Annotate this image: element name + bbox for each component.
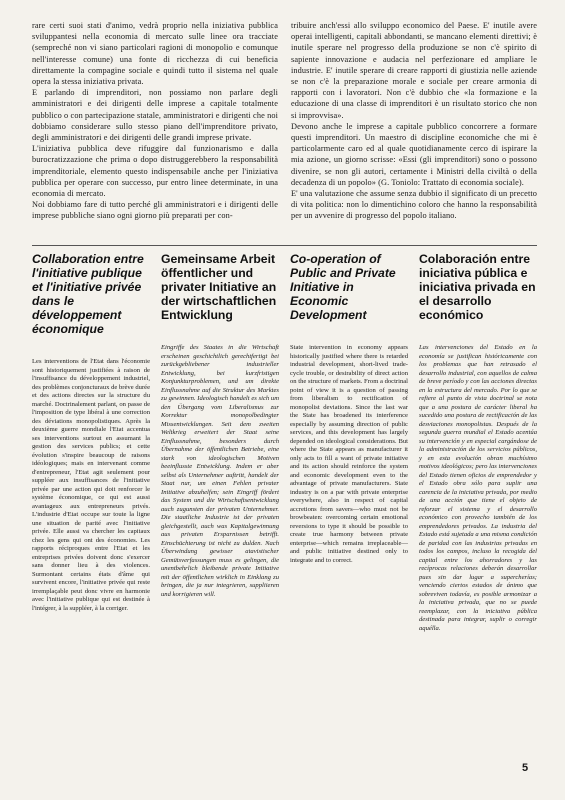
italian-column-right <box>291 20 537 222</box>
summary-english <box>290 252 408 633</box>
summary-title-spanish: Colaboración entre iniciativa pública e iniciativa privada en el desarrollo económico <box>419 252 536 322</box>
italian-paragraph: E parlando di imprenditori, non possiamo non parlare degli amministratori e dei dirigenti delle imprese a capitale totalmente pubblico o con partecipazione statale, amministratori e dirigenti che noi dobbiamo considerare sullo stesso piano dell'imprenditore privato, degli amministratori e dei dirigenti delle grandi imprese private. <box>32 88 278 143</box>
italian-paragraph: tribuire anch'essi allo sviluppo economico del Paese. E' inutile avere operai intelligenti, capitali abbondanti, se mancano elementi direttivi; è inutile sperare nel progresso della produzione se non c'è spirito di sapiente innovazione e audacia nel perfezionare ed ampliare le industrie. E' inutile sperare di creare rapporti di giustizia nelle aziende se non c'è la preparazione morale e sociale per creare armonia di rapporti con i lavoratori. Non c'è dubbio che «la formazione e la educazione di una classe di imprenditori è un risultato storico che non si improvvisa». <box>291 21 537 120</box>
summary-title-french: Collaboration entre l'initiative publique et l'initiative privée dans le développement économique <box>32 252 144 336</box>
italian-paragraph: Noi dobbiamo fare di tutto perché gli amministratori e i dirigenti delle imprese pubbliche siano ogni giorno più preparati per con- <box>32 200 278 221</box>
summary-body-english: State intervention in economy appears historically justified where there is retarded industrial development, short-lived trade-cycle trouble, or desirability of direct action on the structure of markets. From a doctrinal point of view it is a question of passing from liberalism to rectification of monopolist deviations. Since the last war the State has broadened its interference especially by assuming direction of public services, and this development has largely depended on ideological considerations. But where the State appears as manufacturer it only acts to fill a want of private initiative and its action should reinforce the system and economic development even to the advantage of private manufacturers. State industry is on a par with private enterprise everywhere, also in respect of capital accretions from savers—who must not be browbeaten: overcoming certain emotional reversions to type it should be possible to create true harmony between private enterprise—which remains irreplaceable—and public initiative destined only to integrate and to correct. <box>290 344 408 564</box>
summary-german <box>161 252 279 633</box>
italian-column-left <box>32 20 278 222</box>
summary-french <box>32 252 150 633</box>
summary-title-english: Co-operation of Public and Private Initiative in Economic Development <box>290 252 396 322</box>
italian-text-section <box>32 20 537 222</box>
section-divider <box>32 245 537 246</box>
page-number: 5 <box>522 762 529 774</box>
italian-paragraph: E' una valutazione che assume senza dubbio il significato di un precetto di vita politica: non lo dimentichino coloro che hanno la responsabilità per un avvenire di progresso del popolo italiano. <box>291 189 537 221</box>
italian-paragraph: Devono anche le imprese a capitale pubblico concorrere a formare questi imprenditori. Un maestro di discipline economiche che mi è particolarmente caro ed al quale quotidianamente cerco di ispirare la mia azione, un giorno scrisse: «Essi (gli imprenditori) sono o possono divenire, se non gli autori, certamente i Ministri della civiltà o della decadenza di un popolo» (G. Toniolo: Trattato di economia sociale). <box>291 121 537 187</box>
summary-body-spanish: Las intervenciones del Estado en la economía se justifican históricamente con los problemas que han retrasado el desarrollo industrial, con aquellos de calma de breve período y con las acciones directas en la estructura del mercado. Por lo que se refiere al punto de vista doctrinal se nota que a una postura de carácter liberal ha sucedido una postura de rectificación de las desviaciones monopolistas. Después de la segunda guerra mundial el Estado acentúa su intervención y en especial cargándose de la administración de los servicios públicos, y en esta evolución obran muchísimo motivos ideológicos; pero las intervenciones del Estado tienen oficios de emprendedor y el Estado obra sólo para suplir una carencia de la iniciativa privada, por medio de una acción que tiene el objeto de reforzar el sistema y el desarrollo económico con provecho también de los emprendedores privados. La industria del Estado está sujetada a una misma condición de paridad con las industrias privadas en todos los campos, incluso la recogida del capital entre los ahorradores y las recíprocas relaciones deberán desarrollar pues sin dar lugar a supercherías; venciendo ciertos estados de ánimo que sobreviven todavía, es posible armonizar a la iniciativa privada, que no se puede reemplazar, con la iniciativa pública destinada para integrar, suplir o corregir aquélla. <box>419 344 537 632</box>
summary-body-german: Eingriffe des Staates in die Wirtschaft erscheinen geschichtlich gerechtfertigt bei zurückgebliebener industrieller Entwicklung, bei kurzfristigen Konjunkturproblemen, und um direkte Einflussnahme auf die Struktur des Marktes zu gewinnen. Ideologisch handelt es sich um den Übergang vom Liberalismus zur Korrektur monopolbedingter Missentwicklungen. Seit dem zweiten Weltkrieg erweitert der Staat seine Einflussnahme, besonders durch Übernahme der öffentlichen Betriebe, eine stark von ideologischen Motiven beeinflusste Entwicklung. Indem er aber selbst als Unternehmer auftritt, handelt der Staat nur, um einen Fehlen privater Initiative abzuhelfen; sein Eingriff fördert das System und die Wirtschaftsentwicklung auch zugunsten der privaten Unternehmer. Die staatliche Industrie ist der privaten gleichgestellt, auch was Kapitalgewinnung aus privaten Ersparnissen betrifft. Einschüchterung ist nicht zu dulden. Nach Überwindung gewisser atavistischer Gemütsverfassungen muss es gelingen, die unentbehrlich bleibende private Initiative mit der öffentlichen wirklich in Einklang zu bringen, die ja nur integrieren, suppliieren und korrigieren will. <box>161 344 279 598</box>
summary-title-german: Gemeinsame Arbeit öffentlicher und privater Initiative an der wirtschaftlichen Entwicklung <box>161 252 277 322</box>
italian-paragraph: rare certi suoi stati d'animo, vedrà proprio nella iniziativa pubblica sviluppantesi nella economia di mercato sulle linee ora tracciate (sempreché non vi siano particolari ragioni di monopolio e comunque nell'interesse comune) una fonte di ricchezza di cui beneficia direttamente la compagine sociale e quindi tutto il sistema nel quale opera la stessa iniziativa privata. <box>32 21 278 87</box>
summary-spanish <box>419 252 537 633</box>
summary-body-french: Les interventions de l'Etat dans l'économie sont historiquement justifiées à raison de l'insuffisance du développement industriel, des problèmes conjoncturaux de brève durée et des actions directes sur la structure du marché. Doctrinalement parlant, on passe de l'imposition de type libéral à une correction des déviations monopolistiques. Après la deuxième guerre mondiale l'Etat accentua ses interventions surtout en assumant la gestion des services publics; et cette évolution s'inspire beaucoup de raisons idéologiques; mais en intervenant comme d'entrepreneur, l'Etat agit seulement pour suppléer aux insuffisances de l'initiative privée par une action qui doit renforcer le système économique, ce qui est aussi avantageux aux entrepreneurs privés. L'industrie d'Etat occupe sur toute la ligne une situation de parité avec l'initiative privée. Elle aussi va chercher les capitaux chez les gens qui ont des économies. Les rapports réciproques entre l'Etat et les entreprises privées doivent donc s'exercer sans donner lieu à des violences. Surmontant certains états d'âme qui survivent encore, l'initiative privée qui reste irremplaçable peut donc vivre en harmonie avec l'initiative publique qui est destinée à l'intégrer, à la suppléer, à la corriger. <box>32 358 150 612</box>
italian-paragraph: L'iniziativa pubblica deve rifuggire dal funzionarismo e dalla burocratizzazione che prima o dopo distruggerebbero la responsabilità imprenditoriale, elemento questo indispensabile anche per l'iniziativa pubblica per operare con successo, pur entro linee determinate, in una economia di mercato. <box>32 144 278 199</box>
translations-section <box>32 252 537 633</box>
